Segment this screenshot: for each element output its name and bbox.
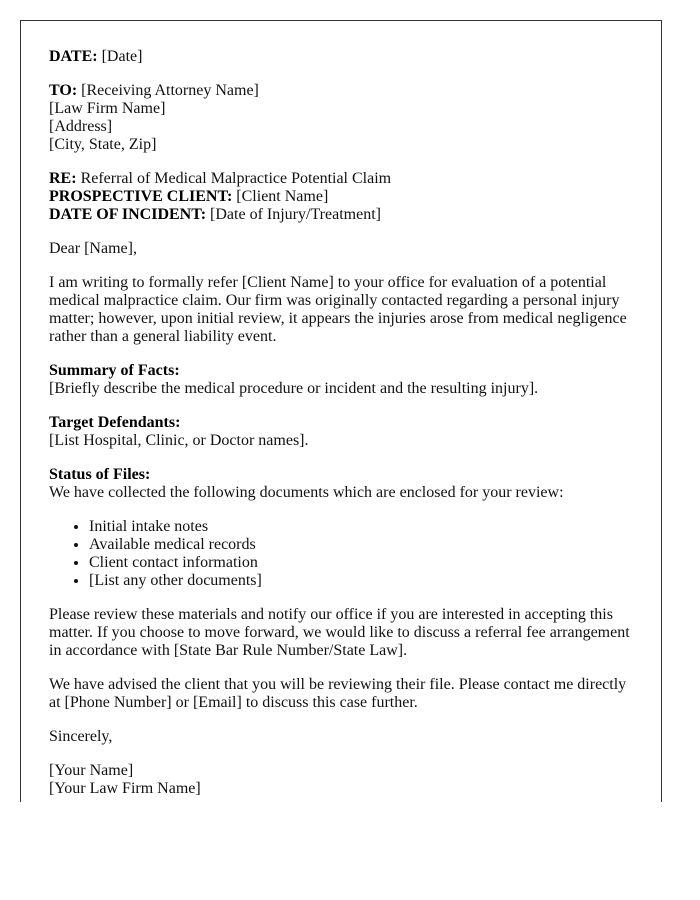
defendants-section bbox=[49, 414, 633, 450]
to-label: TO: bbox=[49, 82, 78, 99]
list-item: • Client contact information bbox=[89, 554, 633, 572]
date-line bbox=[49, 48, 633, 66]
salutation: Dear [Name], bbox=[49, 240, 137, 257]
date-of-incident-line bbox=[49, 206, 633, 224]
review-request-paragraph: Please review these materials and notify our office if you are interested in accepting this matter. If you choose to move forward, we would like to discuss a referral fee arrangement in accordance with [State Bar Rule Number/State Law]. bbox=[49, 606, 630, 659]
summary-section bbox=[49, 362, 633, 398]
summary-heading: Summary of Facts: bbox=[49, 362, 180, 379]
enclosed-documents-list bbox=[49, 518, 633, 590]
closing: Sincerely, bbox=[49, 728, 113, 745]
date-value: [Date] bbox=[101, 48, 143, 65]
recipient-city-state-zip: [City, State, Zip] bbox=[49, 136, 157, 153]
defendants-heading: Target Defendants: bbox=[49, 414, 181, 431]
recipient-attorney-line bbox=[49, 82, 633, 100]
recipient-firm: [Law Firm Name] bbox=[49, 100, 166, 117]
date-of-incident-value: [Date of Injury/Treatment] bbox=[210, 206, 381, 223]
date-of-incident-label: DATE OF INCIDENT: bbox=[49, 206, 207, 223]
list-item: • [List any other documents] bbox=[89, 572, 633, 590]
list-item: • Initial intake notes bbox=[89, 518, 633, 536]
re-line bbox=[49, 170, 633, 188]
files-body: We have collected the following documents which are enclosed for your review: bbox=[49, 484, 564, 501]
date-label: DATE: bbox=[49, 48, 98, 65]
files-section bbox=[49, 466, 633, 502]
referral-letter bbox=[20, 20, 662, 802]
recipient-block bbox=[49, 82, 633, 154]
signature-name: [Your Name] bbox=[49, 762, 134, 779]
recipient-address: [Address] bbox=[49, 118, 113, 135]
contact-paragraph: We have advised the client that you will be reviewing their file. Please contact me directly at [Phone Number] or [Email] to discuss this case further. bbox=[49, 676, 627, 711]
signature-firm: [Your Law Firm Name] bbox=[49, 780, 201, 797]
prospective-client-label: PROSPECTIVE CLIENT: bbox=[49, 188, 233, 205]
intro-paragraph: I am writing to formally refer [Client Name] to your office for evaluation of a potential medical malpractice claim. Our firm was originally contacted regarding a personal injury matter; however, upon initial review, it appears the injuries arose from medical negligence rather than a general liability event. bbox=[49, 274, 627, 345]
prospective-client-line bbox=[49, 188, 633, 206]
recipient-attorney: [Receiving Attorney Name] bbox=[81, 82, 259, 99]
prospective-client-value: [Client Name] bbox=[236, 188, 329, 205]
page-viewport bbox=[20, 20, 662, 802]
re-value: Referral of Medical Malpractice Potential Claim bbox=[80, 170, 392, 187]
re-label: RE: bbox=[49, 170, 77, 187]
reference-block bbox=[49, 170, 633, 224]
signature-block bbox=[49, 762, 633, 798]
list-item: • Available medical records bbox=[89, 536, 633, 554]
summary-body: [Briefly describe the medical procedure or incident and the resulting injury]. bbox=[49, 380, 539, 397]
defendants-body: [List Hospital, Clinic, or Doctor names]. bbox=[49, 432, 309, 449]
files-heading: Status of Files: bbox=[49, 466, 151, 483]
